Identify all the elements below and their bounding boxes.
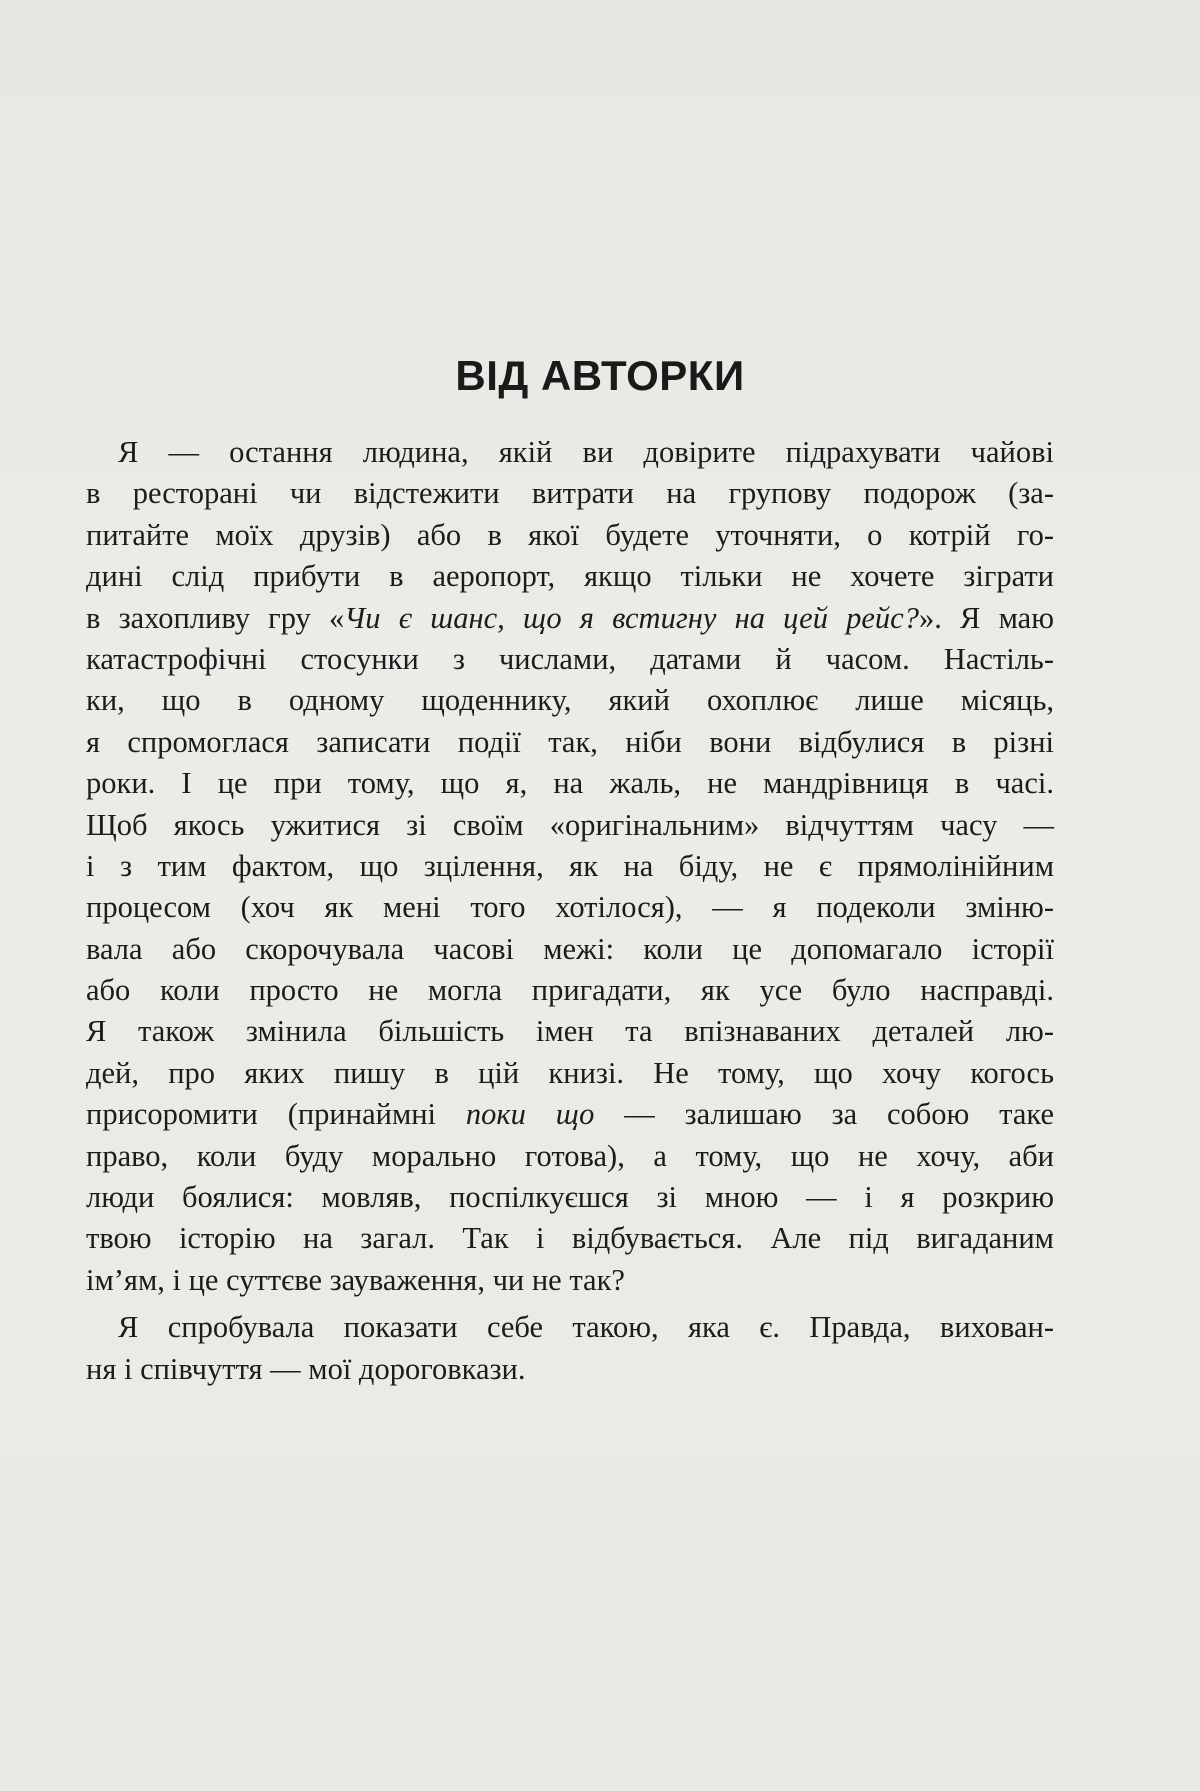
- text-line: ня і співчуття — мої дороговкази.: [86, 1351, 526, 1386]
- italic-text: поки що: [465, 1097, 595, 1132]
- text-line: або коли просто не могла пригадати, як усе було насправді.: [86, 973, 1054, 1008]
- italic-text: Чи є шанс, що я встигну на цей рейс?: [344, 600, 919, 635]
- text-segment: ». Я маю: [918, 600, 1055, 635]
- text-line: в ресторані чи відстежити витрати на групову подорож (за-: [86, 476, 1054, 511]
- text-segment: в захопливу гру «: [86, 600, 345, 635]
- text-line: [86, 598, 1054, 639]
- text-line: [86, 1094, 1054, 1135]
- text-line: Я також змінила більшість імен та впізнаваних деталей лю-: [86, 1014, 1054, 1049]
- text-line: дей, про яких пишу в цій книзі. Не тому, що хочу когось: [86, 1055, 1054, 1090]
- text-line: я спромоглася записати події так, ніби вони відбулися в різні: [86, 724, 1054, 759]
- text-line: ки, що в одному щоденнику, який охоплює лише місяць,: [86, 683, 1054, 718]
- text-line: Щоб якось ужитися зі своїм «оригінальним» відчуттям часу —: [86, 807, 1054, 842]
- text-line: дині слід прибути в аеропорт, якщо тільки не хочете зіграти: [86, 559, 1054, 594]
- text-line: вала або скорочувала часові межі: коли це допомагало історії: [86, 931, 1054, 966]
- chapter-heading: ВІД АВТОРКИ: [455, 352, 745, 399]
- text-line: твою історію на загал. Так і відбувається. Але під вигаданим: [86, 1221, 1054, 1256]
- text-line: процесом (хоч як мені того хотілося), — я подеколи зміню-: [86, 890, 1054, 925]
- text-line: катастрофічні стосунки з числами, датами й часом. Настіль-: [86, 641, 1054, 676]
- text-line: питайте моїх друзів) або в якої будете уточняти, о котрій го-: [86, 517, 1054, 552]
- body-text: [86, 432, 1054, 1390]
- text-segment: присоромити (принаймні: [86, 1097, 466, 1132]
- text-line: роки. І це при тому, що я, на жаль, не мандрівниця в часі.: [86, 766, 1054, 801]
- paragraph: [86, 432, 1054, 1301]
- text-line: люди боялися: мовляв, поспілкуєшся зі мною — і я розкрию: [86, 1180, 1054, 1215]
- text-line: Я — остання людина, якій ви довірите підрахувати чайові: [118, 435, 1054, 469]
- text-line: право, коли буду морально готова), а тому, що не хочу, аби: [86, 1138, 1054, 1173]
- text-line: Я спробувала показати себе такою, яка є. Правда, вихован-: [118, 1310, 1054, 1345]
- text-segment: — залишаю за собою таке: [594, 1097, 1054, 1132]
- text-line: ім’ям, і це суттєве зауваження, чи не так?: [86, 1262, 625, 1297]
- paragraph: [86, 1307, 1054, 1390]
- text-line: і з тим фактом, що зцілення, як на біду, не є прямолінійним: [86, 848, 1054, 883]
